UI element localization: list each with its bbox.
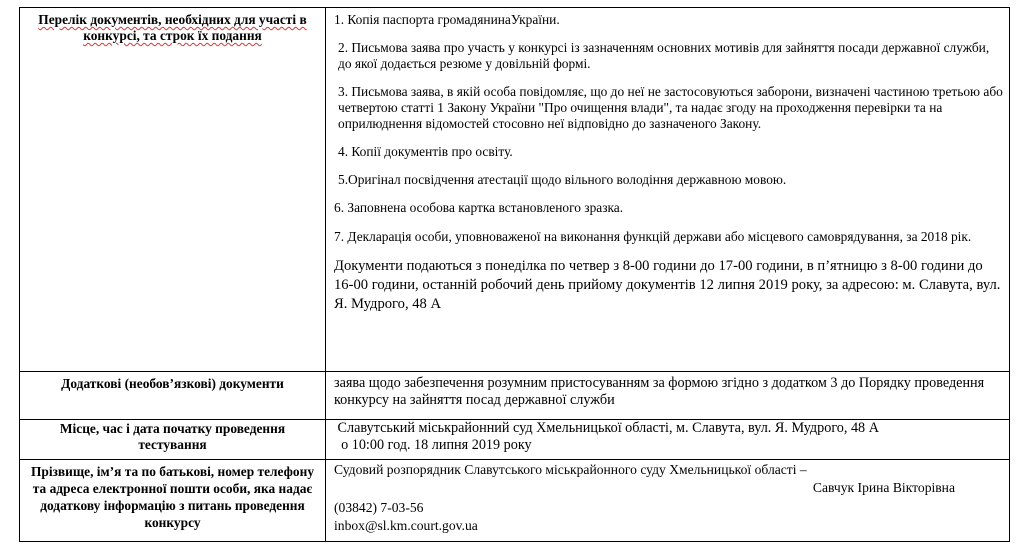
additional-documents-label: Додаткові (необов’язкові) документи	[61, 376, 284, 391]
contact-name: Савчук Ірина Вікторівна	[812, 480, 955, 495]
document-item-7: 7. Декларація особи, уповноваженої на виконання функцій держави або місцевого самоврядування, за 2018 рік.	[334, 229, 972, 244]
document-item-6: 6. Заповнена особова картка встановленого зразка.	[334, 200, 624, 215]
content-cell	[326, 372, 1010, 420]
testing-time: о 10:00 год. 18 липня 2019 року	[334, 437, 532, 453]
table-row-testing	[20, 420, 1010, 460]
document-item-4: 4. Копії документів про освіту.	[338, 144, 513, 159]
documents-list-label: Перелік документів, необхідних для участі в конкурсі, та строк їх подання	[38, 12, 307, 43]
table-row-additional-documents	[20, 372, 1010, 420]
testing-label: Місце, час і дата початку проведення тестування	[59, 421, 286, 452]
contact-email: inbox@sl.km.court.gov.ua	[334, 518, 478, 533]
label-cell	[20, 372, 326, 420]
submission-schedule: Документи подаються з понеділка по четвер з 8-00 години до 17-00 години, в п’ятницю з 8-00 години до 16-00 години, останній робочий день прийому документів 12 липня 2019 року, за адресою: м. Славута, вул. Я. Мудрого, 48 А	[334, 258, 1001, 312]
content-cell	[326, 460, 1010, 542]
document-item-5: 5.Оригінал посвідчення атестації щодо вільного володіння державною мовою.	[338, 172, 787, 187]
contact-label: Прізвище, ім’я та по батькові, номер телефону та адреса електронної пошти особи, яка надає додаткову інформацію з питань проведення конкурсу	[30, 464, 315, 530]
document-item-1: 1. Копія паспорта громадянинаУкраїни.	[334, 12, 560, 27]
label-cell	[20, 8, 326, 372]
content-cell	[326, 420, 1010, 460]
competition-info-table	[19, 7, 1010, 542]
table-row-documents	[20, 8, 1010, 372]
label-cell	[20, 460, 326, 542]
contact-position: Судовий розпорядник Славутського міськрайонного суду Хмельницької області –	[334, 462, 807, 477]
contact-phone: (03842) 7-03-56	[334, 500, 424, 515]
document-item-2: 2. Письмова заява про участь у конкурсі із зазначенням основних мотивів для зайняття посади державної служби, до якої додається резюме у довільній формі.	[338, 40, 990, 71]
document-item-3: 3. Письмова заява, в якій особа повідомляє, що до неї не застосовуються заборони, визначені частиною третьою або четвертою статті 1 Закону України "Про очищення влади", та надає згоду на проходження перевірки та на оприлюднення відомостей стосовно неї відповідно до зазначеного Закону.	[338, 84, 1003, 131]
content-cell	[326, 8, 1010, 372]
table-row-contact	[20, 460, 1010, 542]
additional-documents-text: заява щодо забезпечення розумним пристосуванням за формою згідно з додатком 3 до Порядку проведення конкурсу на зайняття посад державної служби	[334, 375, 985, 408]
label-cell	[20, 420, 326, 460]
testing-place: Славутський міськрайонний суд Хмельницької області, м. Славута, вул. Я. Мудрого, 48 А	[334, 420, 879, 436]
